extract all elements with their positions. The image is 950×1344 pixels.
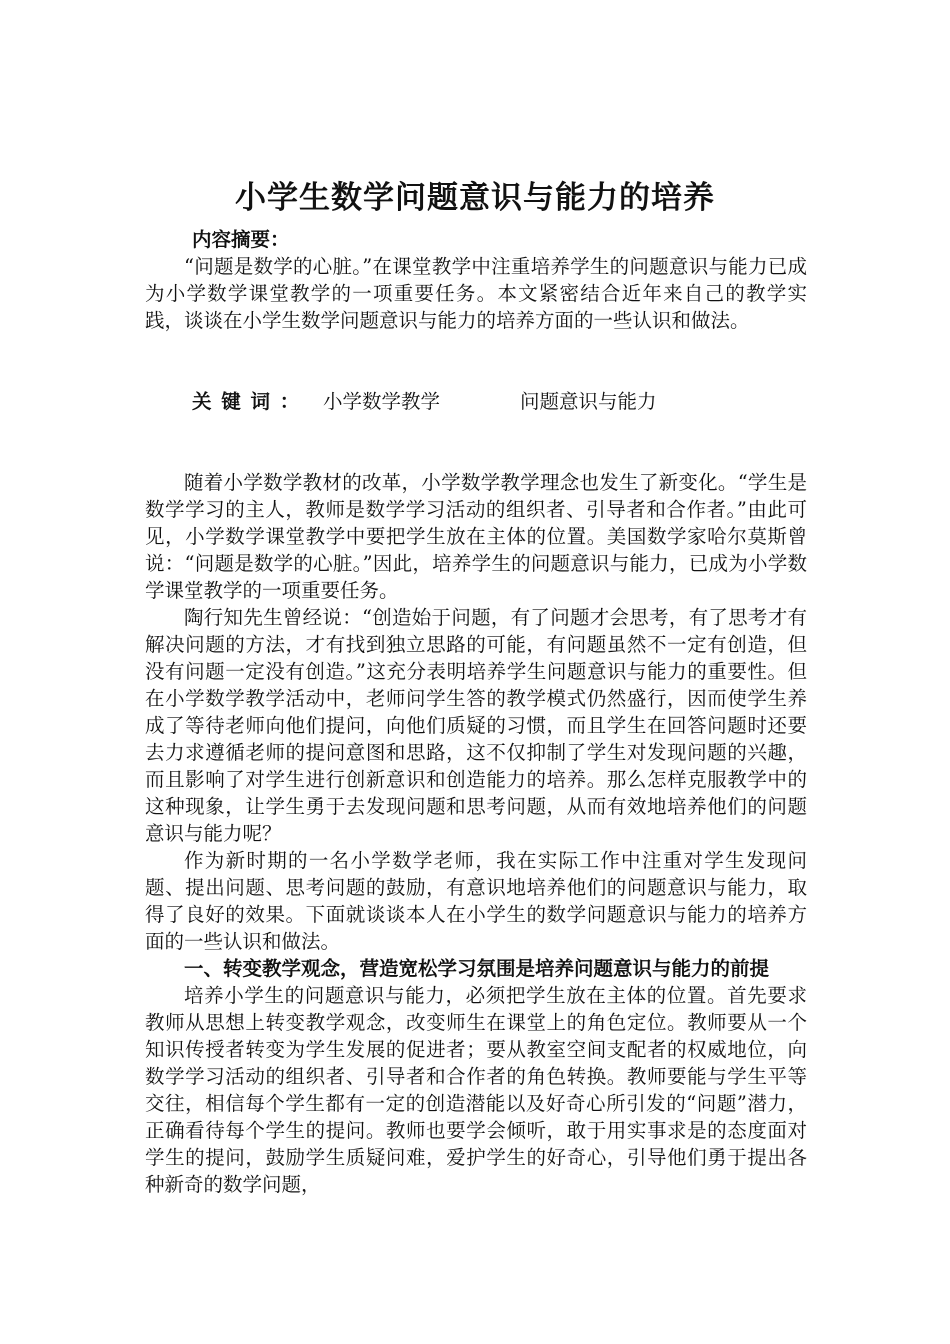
keyword-item: 小学数学教学 [323, 390, 441, 413]
body-paragraph: 培养小学生的问题意识与能力，必须把学生放在主体的位置。首先要求教师从思想上转变教学观念，改变师生在课堂上的角色定位。教师要从一个知识传授者转变为学生发展的促进者；要从教室空间支配者的权威地位，向数学学习活动的组织者、引导者和合作者的角色转换。教师要能与学生平等交往，相信每个学生都有一定的创造潜能以及好奇心所引发的“问题”潜力，正确看待每个学生的提问。教师也要学会倾听，敢于用实事求是的态度面对学生的提问，鼓励学生质疑问难，爱护学生的好奇心，引导他们勇于提出各种新奇的数学问题， [145, 984, 807, 1196]
abstract-label: 内容摘要： [192, 228, 290, 251]
keywords-label: 关键词： [192, 390, 310, 413]
body-paragraph: 作为新时期的一名小学数学老师，我在实际工作中注重对学生发现问题、提出问题、思考问题的鼓励，有意识地培养他们的问题意识与能力，取得了良好的效果。下面就谈谈本人在小学生的数学问题意识与能力的培养方面的一些认识和做法。 [145, 849, 807, 953]
keywords-line [145, 388, 807, 415]
body-paragraph: 随着小学数学教材的改革，小学数学教学理念也发生了新变化。“学生是数学学习的主人，教师是数学学习活动的组织者、引导者和合作者。”由此可见，小学数学课堂教学中要把学生放在主体的位置。美国数学家哈尔莫斯曾说：“问题是数学的心脏。”因此，培养学生的问题意识与能力，已成为小学数学课堂教学的一项重要任务。 [145, 471, 807, 602]
spacer [145, 334, 807, 361]
body-paragraph: 陶行知先生曾经说：“创造始于问题，有了问题才会思考，有了思考才有解决问题的方法，才有找到独立思路的可能，有问题虽然不一定有创造，但没有问题一定没有创造。”这充分表明培养学生问题意识与能力的重要性。但在小学数学教学活动中，老师问学生答的教学模式仍然盛行，因而使学生养成了等待老师向他们提问，向他们质疑的习惯，而且学生在回答问题时还要去力求遵循老师的提问意图和思路，这不仅抑制了学生对发现问题的兴趣，而且影响了对学生进行创新意识和创造能力的培养。那么怎样克服教学中的这种现象，让学生勇于去发现问题和思考问题，从而有效地培养他们的问题意识与能力呢？ [145, 606, 807, 845]
document-body [145, 226, 807, 1198]
spacer [145, 361, 807, 388]
spacer [145, 415, 807, 442]
abstract-text: “问题是数学的心脏。”在课堂教学中注重培养学生的问题意识与能力已成为小学数学课堂教学的一项重要任务。本文紧密结合近年来自己的教学实践，谈谈在小学生数学问题意识与能力的培养方面的一些认识和做法。 [145, 255, 807, 332]
spacer [145, 442, 807, 469]
document-title: 小学生数学问题意识与能力的培养 [235, 180, 715, 216]
keyword-item: 问题意识与能力 [520, 390, 657, 413]
section-heading: 一、转变教学观念，营造宽松学习氛围是培养问题意识与能力的前提 [184, 957, 770, 980]
